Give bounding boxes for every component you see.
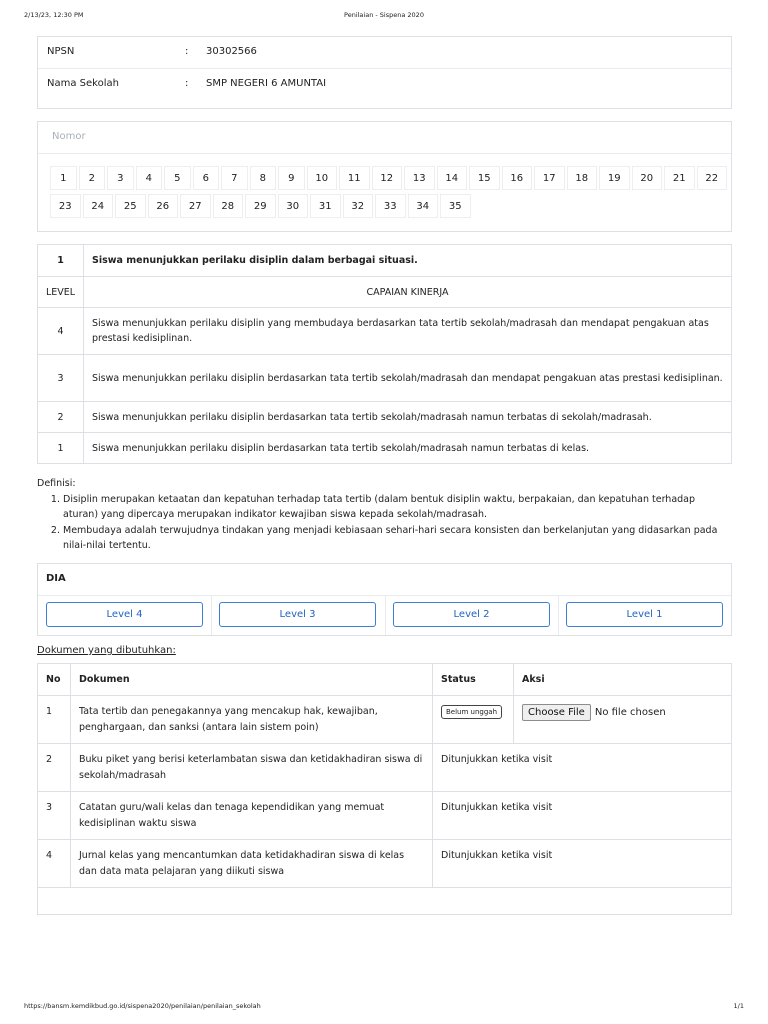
nomor-button-28[interactable]: 28 [213, 194, 244, 218]
nomor-button-18[interactable]: 18 [567, 166, 598, 190]
document-description: Catatan guru/wali kelas dan tenaga kependidikan yang memuat kedisiplinan waktu siswa [71, 792, 433, 840]
nomor-button-14[interactable]: 14 [437, 166, 468, 190]
row-number: 3 [38, 792, 71, 840]
nomor-button-20[interactable]: 20 [632, 166, 663, 190]
level-number: 3 [38, 355, 84, 402]
nomor-button-4[interactable]: 4 [136, 166, 163, 190]
level-number: 4 [38, 308, 84, 355]
nomor-button-31[interactable]: 31 [310, 194, 341, 218]
nomor-button-16[interactable]: 16 [502, 166, 533, 190]
col-header-document: Dokumen [71, 664, 433, 696]
definition-item: 1. Disiplin merupakan ketaatan dan kepatuhan terhadap tata tertib (dalam bentuk disiplin waktu, berpakaian, dan kepatuhan terhadap aturan) yang dipercaya merupakan indikator kewajiban siswa kepada sekolah/madrasah. [63, 492, 732, 523]
nomor-button-7[interactable]: 7 [221, 166, 248, 190]
criteria-header-row [38, 277, 732, 308]
print-page-title: Penilaian - Sispena 2020 [344, 11, 424, 19]
print-datetime: 2/13/23, 12:30 PM [24, 11, 84, 19]
nomor-button-6[interactable]: 6 [193, 166, 220, 190]
documents-header-row [38, 664, 732, 696]
definitions-title: Definisi: [37, 478, 76, 489]
npsn-row [38, 37, 731, 69]
nomor-card [37, 121, 732, 232]
row-number: 1 [38, 696, 71, 744]
performance-header: CAPAIAN KINERJA [84, 277, 732, 308]
school-info-card [37, 36, 732, 109]
divider [38, 153, 731, 154]
nomor-title: Nomor [52, 131, 86, 142]
nomor-button-15[interactable]: 15 [469, 166, 500, 190]
nomor-button-11[interactable]: 11 [339, 166, 370, 190]
level-number: 1 [38, 433, 84, 464]
nomor-button-12[interactable]: 12 [372, 166, 403, 190]
table-row [38, 744, 732, 792]
status-badge: Belum unggah [441, 705, 502, 719]
nomor-button-17[interactable]: 17 [534, 166, 565, 190]
row-number: 2 [38, 744, 71, 792]
definition-item: 2. Membudaya adalah terwujudnya tindakan yang menjadi kebiasaan sehari-hari secara konsisten dan berkelanjutan yang didasarkan pada nilai-nilai tertentu. [63, 523, 732, 554]
nomor-button-21[interactable]: 21 [664, 166, 695, 190]
level-number: 2 [38, 402, 84, 433]
dia-card [37, 563, 732, 636]
nomor-button-13[interactable]: 13 [404, 166, 435, 190]
nomor-button-5[interactable]: 5 [164, 166, 191, 190]
criteria-statement: Siswa menunjukkan perilaku disiplin dalam berbagai situasi. [84, 245, 732, 277]
npsn-colon: : [185, 46, 189, 57]
status-cell [433, 696, 514, 744]
choose-file-button[interactable]: Choose File [522, 704, 591, 721]
nomor-button-35[interactable]: 35 [440, 194, 471, 218]
documents-table [37, 663, 732, 915]
school-name-colon: : [185, 78, 189, 89]
definitions-list [51, 492, 732, 554]
dia-cell [38, 596, 212, 635]
npsn-value: 30302566 [206, 46, 257, 57]
dia-cell [559, 596, 731, 635]
print-url: https://bansm.kemdikbud.go.id/sispena2020/penilaian/penilaian_sekolah [24, 1002, 261, 1010]
table-row [38, 840, 732, 888]
school-name-value: SMP NEGERI 6 AMUNTAI [206, 78, 327, 89]
nomor-button-23[interactable]: 23 [50, 194, 81, 218]
print-header [24, 11, 744, 21]
nomor-grid [50, 166, 730, 222]
nomor-button-25[interactable]: 25 [115, 194, 146, 218]
nomor-button-8[interactable]: 8 [250, 166, 277, 190]
level-header: LEVEL [38, 277, 84, 308]
level-description: Siswa menunjukkan perilaku disiplin berdasarkan tata tertib sekolah/madrasah namun terbatas di sekolah/madrasah. [84, 402, 732, 433]
nomor-button-33[interactable]: 33 [375, 194, 406, 218]
nomor-button-9[interactable]: 9 [278, 166, 305, 190]
nomor-button-34[interactable]: 34 [408, 194, 439, 218]
criteria-table [37, 244, 732, 464]
nomor-button-10[interactable]: 10 [307, 166, 338, 190]
level-4-button[interactable]: Level 4 [46, 602, 203, 627]
nomor-button-29[interactable]: 29 [245, 194, 276, 218]
col-header-no: No [38, 664, 71, 696]
nomor-button-2[interactable]: 2 [79, 166, 106, 190]
table-row [38, 696, 732, 744]
file-status-text: No file chosen [594, 707, 666, 718]
level-description: Siswa menunjukkan perilaku disiplin berdasarkan tata tertib sekolah/madrasah dan mendapat pengakuan atas prestasi kedisiplinan. [84, 355, 732, 402]
level-description: Siswa menunjukkan perilaku disiplin berdasarkan tata tertib sekolah/madrasah namun terbatas di kelas. [84, 433, 732, 464]
documents-title: Dokumen yang dibutuhkan: [37, 645, 176, 656]
col-header-status: Status [433, 664, 514, 696]
document-description: Jurnal kelas yang mencantumkan data ketidakhadiran siswa di kelas dan data mata pelajaran yang diikuti siswa [71, 840, 433, 888]
school-name-label: Nama Sekolah [47, 78, 119, 89]
empty-row [38, 888, 732, 915]
level-2-button[interactable]: Level 2 [393, 602, 550, 627]
print-footer [24, 1002, 744, 1012]
level-row-1 [38, 433, 732, 464]
nomor-button-26[interactable]: 26 [148, 194, 179, 218]
criteria-number: 1 [38, 245, 84, 277]
nomor-button-27[interactable]: 27 [180, 194, 211, 218]
level-3-button[interactable]: Level 3 [219, 602, 376, 627]
row-number: 4 [38, 840, 71, 888]
nomor-button-22[interactable]: 22 [697, 166, 728, 190]
status-text: Ditunjukkan ketika visit [433, 840, 732, 888]
action-cell [514, 696, 732, 744]
nomor-button-3[interactable]: 3 [107, 166, 134, 190]
document-description: Buku piket yang berisi keterlambatan siswa dan ketidakhadiran siswa di sekolah/madrasah [71, 744, 433, 792]
dia-cell [212, 596, 386, 635]
level-description: Siswa menunjukkan perilaku disiplin yang membudaya berdasarkan tata tertib sekolah/madrasah dan mendapat pengakuan atas prestasi kedisiplinan. [84, 308, 732, 355]
status-text: Ditunjukkan ketika visit [433, 744, 732, 792]
dia-title: DIA [46, 573, 66, 584]
npsn-label: NPSN [47, 46, 75, 57]
nomor-button-30[interactable]: 30 [278, 194, 309, 218]
nomor-button-1[interactable]: 1 [50, 166, 77, 190]
dia-cell [386, 596, 559, 635]
table-row [38, 792, 732, 840]
criteria-statement-row [38, 245, 732, 277]
nomor-button-19[interactable]: 19 [599, 166, 630, 190]
definitions [37, 476, 732, 554]
level-row-2 [38, 402, 732, 433]
col-header-action: Aksi [514, 664, 732, 696]
nomor-button-32[interactable]: 32 [343, 194, 374, 218]
empty-cell [38, 888, 732, 915]
print-page-number: 1/1 [733, 1002, 744, 1010]
school-name-row [38, 69, 731, 101]
level-row-4 [38, 308, 732, 355]
document-description: Tata tertib dan penegakannya yang mencakup hak, kewajiban, penghargaan, dan sanksi (antara lain sistem poin) [71, 696, 433, 744]
status-text: Ditunjukkan ketika visit [433, 792, 732, 840]
level-1-button[interactable]: Level 1 [566, 602, 723, 627]
nomor-button-24[interactable]: 24 [83, 194, 114, 218]
level-row-3 [38, 355, 732, 402]
